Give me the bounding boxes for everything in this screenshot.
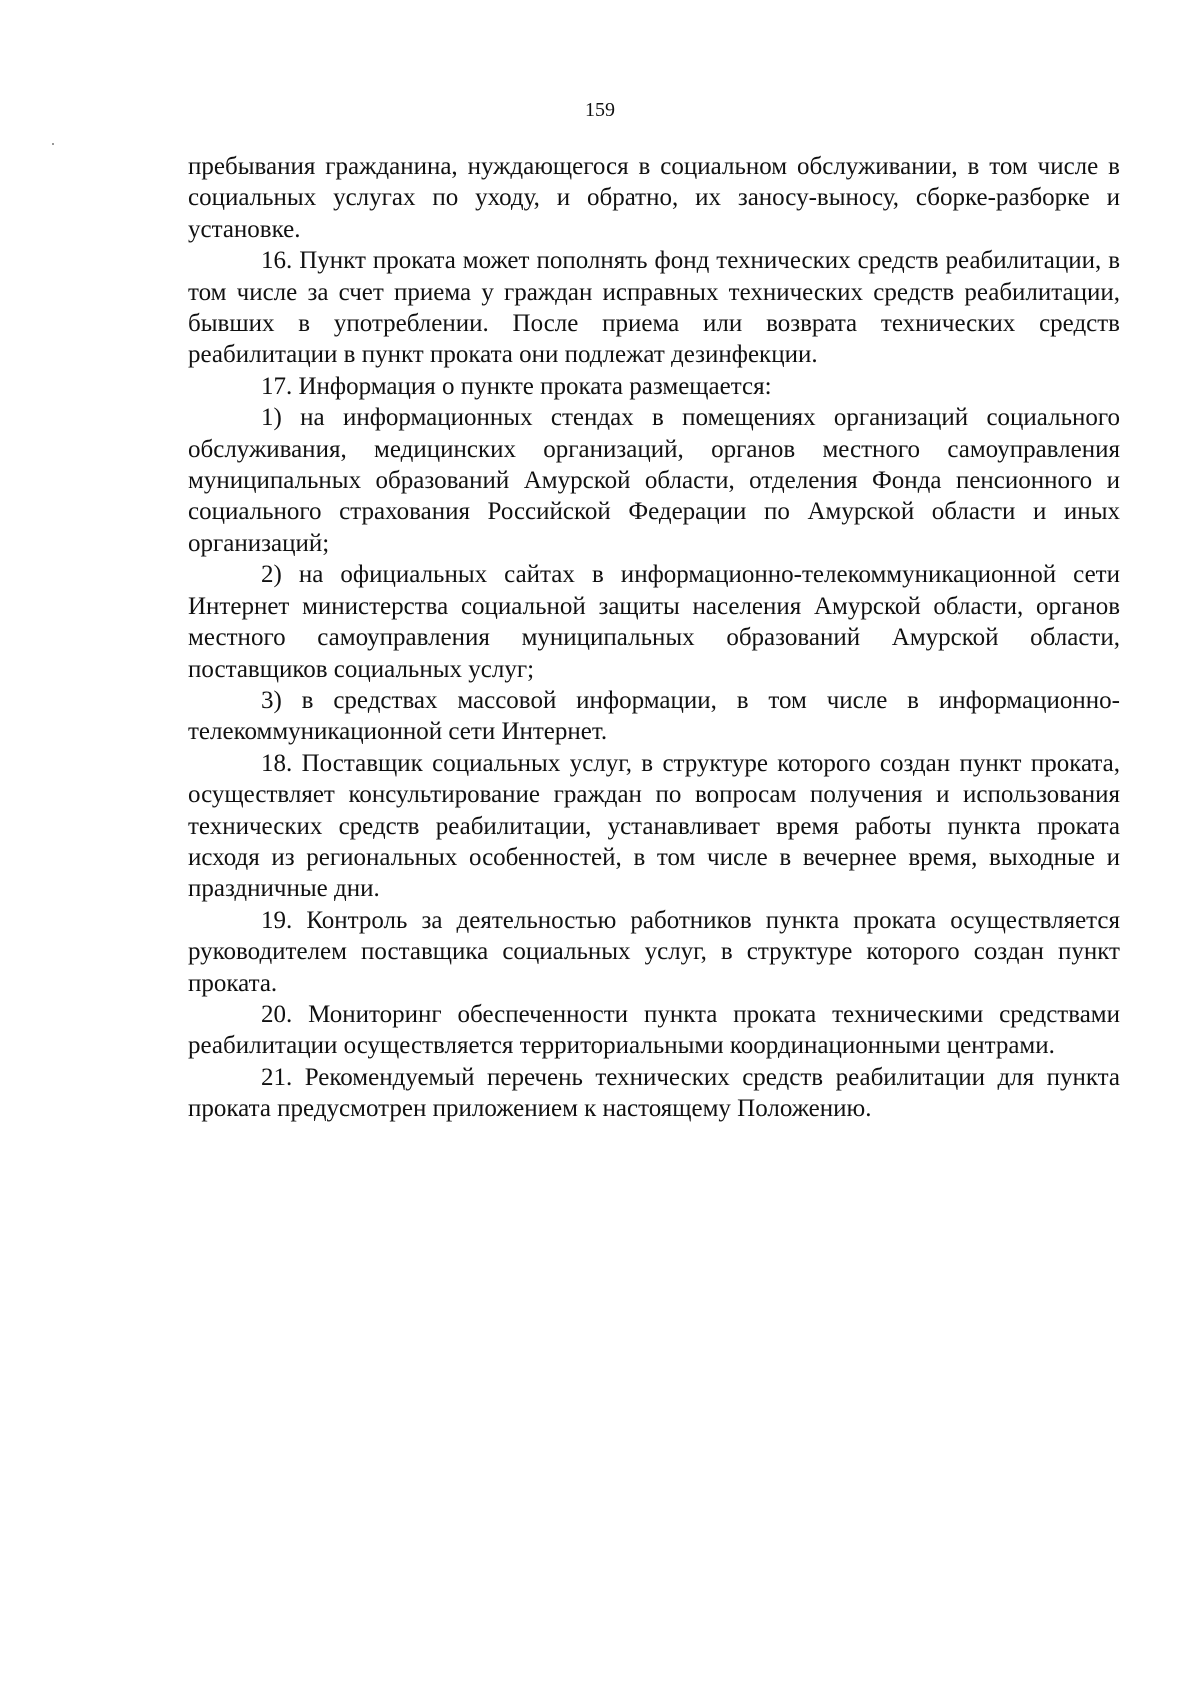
paragraph-item-21: 21. Рекомендуемый перечень технических средств реабилитации для пункта проката предусмотрен приложением к настоящему Положению. xyxy=(188,1063,1120,1123)
paragraph-item-19: 19. Контроль за деятельностью работников пункта проката осуществляется руководителем поставщика социальных услуг, в структуре которого создан пункт проката. xyxy=(188,906,1120,997)
document-body xyxy=(188,151,1120,1125)
scan-speck xyxy=(52,143,54,145)
page-number: 159 xyxy=(585,99,615,121)
paragraph-item-17: 17. Информация о пункте проката размещается: xyxy=(261,372,772,400)
paragraph-continuation: пребывания гражданина, нуждающегося в социальном обслуживании, в том числе в социальных услугах по уходу, и обратно, их заносу-выносу, сборке-разборке и установке. xyxy=(188,153,1120,243)
paragraph-subitem-1: 1) на информационных стендах в помещениях организаций социального обслуживания, медицинских организаций, органов местного самоуправления муниципальных образований Амурской области, отделения Фонда пенсионного и социального страхования Российской Федерации по Амурской области и иных организаций; xyxy=(188,404,1120,557)
paragraph-item-18: 18. Поставщик социальных услуг, в структуре которого создан пункт проката, осуществляет консультирование граждан по вопросам получения и использования технических средств реабилитации, устанавливает время работы пункта проката исходя из региональных особенностей, в том числе в вечернее время, выходные и праздничные дни. xyxy=(188,749,1120,903)
paragraph-item-16: 16. Пункт проката может пополнять фонд технических средств реабилитации, в том числе за счет приема у граждан исправных технических средств реабилитации, бывших в употреблении. После приема или возврата технических средств реабилитации в пункт проката они подлежат дезинфекции. xyxy=(188,247,1120,369)
paragraph-subitem-3: 3) в средствах массовой информации, в том числе в информационно-телекоммуникационной сети Интернет. xyxy=(188,686,1120,746)
paragraph-item-20: 20. Мониторинг обеспеченности пункта проката техническими средствами реабилитации осуществляется территориальными координационными центрами. xyxy=(188,1000,1120,1060)
paragraph-subitem-2: 2) на официальных сайтах в информационно-телекоммуникационной сети Интернет министерства социальной защиты населения Амурской области, органов местного самоуправления муниципальных образований Амурской области, поставщиков социальных услуг; xyxy=(188,561,1120,683)
